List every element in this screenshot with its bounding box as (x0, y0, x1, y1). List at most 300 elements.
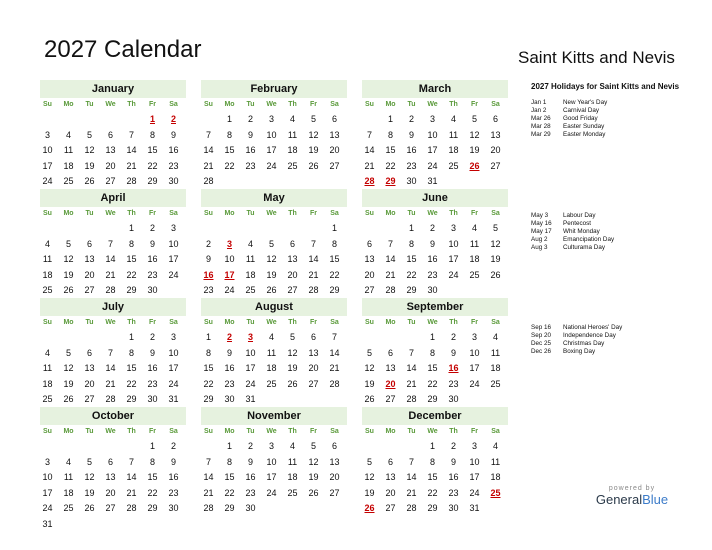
month-august (201, 298, 347, 408)
day-cell: 26 (63, 394, 74, 404)
day-cell: 25 (287, 487, 298, 498)
weekday-label: We (266, 428, 277, 435)
month-april (40, 189, 186, 299)
holiday-date: Dec 25 (531, 340, 551, 347)
day-cell: 25 (63, 503, 74, 513)
day-cell: 25 (266, 378, 277, 389)
day-cell: 10 (42, 145, 53, 155)
holiday-group (531, 324, 706, 356)
holiday-day-cell: 16 (203, 269, 214, 280)
day-cell: 7 (205, 129, 211, 140)
day-cell: 28 (406, 503, 417, 513)
month-days-grid (37, 207, 186, 299)
day-cell: 6 (366, 238, 372, 249)
day-cell: 8 (408, 238, 414, 249)
day-cell: 22 (147, 160, 158, 171)
day-cell: 18 (42, 269, 53, 280)
day-cell: 21 (406, 378, 417, 389)
empty-day-cell (121, 439, 142, 455)
empty-day-cell (79, 112, 100, 128)
holiday-name: Easter Monday (563, 131, 606, 138)
day-cell: 17 (42, 487, 53, 498)
day-cell: 13 (84, 254, 95, 264)
empty-day-cell (37, 221, 58, 237)
day-cell: 26 (266, 285, 277, 295)
weekday-label: Tu (85, 319, 94, 326)
day-cell: 10 (224, 254, 235, 264)
day-cell: 4 (65, 129, 71, 140)
day-cell: 10 (469, 347, 480, 358)
day-cell: 7 (331, 332, 337, 342)
day-cell: 7 (107, 238, 113, 249)
day-cell: 27 (84, 285, 95, 295)
day-cell: 2 (170, 441, 176, 451)
day-cell: 8 (149, 129, 155, 140)
day-cell: 28 (203, 503, 214, 513)
empty-day-cell (37, 112, 58, 128)
empty-day-cell (79, 221, 100, 237)
weekday-label: Su (204, 428, 213, 435)
holiday-name: National Heroes' Day (563, 324, 623, 331)
day-cell: 23 (448, 487, 459, 498)
day-cell: 26 (63, 285, 74, 295)
day-cell: 20 (385, 487, 396, 498)
day-cell: 14 (364, 145, 375, 155)
weekday-label: Mo (224, 210, 235, 217)
day-cell: 4 (44, 347, 50, 358)
day-cell: 9 (170, 456, 176, 467)
day-cell: 11 (287, 456, 298, 467)
day-cell: 20 (329, 145, 340, 155)
day-cell: 19 (308, 145, 319, 155)
weekday-label: Fr (310, 428, 317, 435)
day-cell: 11 (63, 145, 74, 155)
day-cell: 5 (366, 347, 372, 358)
holiday-day-cell: 26 (469, 160, 480, 171)
day-cell: 3 (429, 114, 435, 124)
day-cell: 24 (448, 269, 459, 280)
day-cell: 14 (105, 254, 116, 264)
weekday-label: We (266, 319, 277, 326)
empty-day-cell (100, 439, 121, 455)
day-cell: 12 (63, 363, 74, 373)
day-cell: 6 (387, 456, 393, 467)
day-cell: 30 (147, 394, 158, 404)
day-cell: 4 (65, 456, 71, 467)
day-cell: 7 (366, 129, 372, 140)
day-cell: 26 (84, 176, 95, 186)
weekday-label: Mo (385, 101, 396, 108)
day-cell: 18 (490, 472, 501, 482)
weekday-label: Tu (246, 428, 255, 435)
day-cell: 7 (128, 129, 134, 140)
weekday-label: Tu (85, 428, 94, 435)
day-cell: 17 (469, 363, 480, 373)
day-cell: 17 (427, 145, 438, 155)
brand-logo (587, 485, 677, 507)
holiday-day-cell: 2 (226, 332, 232, 342)
day-cell: 19 (63, 378, 74, 389)
month-days-grid (37, 316, 186, 408)
brand-name (587, 492, 677, 507)
holiday-date: Aug 3 (531, 244, 548, 251)
day-cell: 27 (105, 503, 116, 513)
day-cell: 6 (107, 129, 113, 140)
day-cell: 10 (469, 456, 480, 467)
day-cell: 9 (149, 347, 155, 358)
day-cell: 27 (84, 394, 95, 404)
day-cell: 18 (287, 472, 298, 482)
empty-day-cell (79, 439, 100, 455)
day-cell: 16 (245, 145, 256, 155)
day-cell: 5 (471, 114, 477, 124)
month-december (362, 407, 508, 517)
holiday-item (531, 99, 706, 107)
day-cell: 28 (105, 285, 116, 295)
holiday-name: Whit Monday (563, 228, 600, 235)
day-cell: 9 (247, 129, 253, 140)
month-days-grid (198, 98, 347, 190)
day-cell: 30 (245, 503, 256, 513)
day-cell: 20 (364, 269, 375, 280)
empty-day-cell (359, 112, 380, 128)
day-cell: 28 (203, 176, 214, 186)
holiday-item (531, 107, 706, 115)
day-cell: 22 (224, 487, 235, 498)
day-cell: 8 (149, 456, 155, 467)
weekday-label: Tu (407, 428, 416, 435)
day-cell: 22 (224, 160, 235, 171)
day-cell: 22 (126, 269, 137, 280)
day-cell: 31 (469, 503, 480, 513)
day-cell: 13 (364, 254, 375, 264)
weekday-label: Su (365, 428, 374, 435)
day-cell: 4 (471, 223, 477, 233)
weekday-label: We (427, 101, 438, 108)
day-cell: 16 (245, 472, 256, 482)
day-cell: 31 (168, 394, 179, 404)
weekday-label: Tu (407, 210, 416, 217)
month-days-grid (37, 425, 186, 532)
day-cell: 21 (329, 363, 340, 373)
day-cell: 21 (203, 160, 214, 171)
day-cell: 3 (268, 441, 274, 451)
day-cell: 10 (448, 238, 459, 249)
day-cell: 29 (147, 503, 158, 513)
holiday-date: Jan 1 (531, 99, 547, 106)
day-cell: 14 (126, 145, 137, 155)
holiday-day-cell: 3 (226, 238, 232, 249)
day-cell: 8 (226, 129, 232, 140)
empty-day-cell (121, 112, 142, 128)
weekday-label: Tu (246, 319, 255, 326)
month-november (201, 407, 347, 517)
day-cell: 26 (364, 394, 375, 404)
day-cell: 17 (42, 160, 53, 171)
holiday-name: Culturama Day (563, 244, 605, 251)
weekday-label: Su (365, 101, 374, 108)
day-cell: 12 (266, 254, 277, 264)
day-cell: 25 (287, 160, 298, 171)
day-cell: 28 (308, 285, 319, 295)
day-cell: 19 (84, 160, 95, 171)
day-cell: 31 (427, 176, 438, 186)
day-cell: 12 (308, 129, 319, 140)
day-cell: 10 (266, 129, 277, 140)
day-cell: 4 (289, 441, 295, 451)
day-cell: 25 (245, 285, 256, 295)
day-cell: 3 (471, 441, 477, 451)
day-cell: 28 (105, 394, 116, 404)
day-cell: 21 (406, 487, 417, 498)
holiday-day-cell: 16 (448, 363, 459, 373)
weekday-label: Th (127, 428, 136, 435)
day-cell: 28 (126, 503, 137, 513)
day-cell: 17 (245, 363, 256, 373)
day-cell: 9 (429, 238, 435, 249)
weekday-label: Fr (471, 101, 478, 108)
day-cell: 8 (387, 129, 393, 140)
day-cell: 7 (128, 456, 134, 467)
empty-day-cell (261, 221, 282, 237)
holiday-date: Mar 28 (531, 123, 551, 130)
holiday-day-cell: 29 (385, 176, 396, 186)
day-cell: 5 (268, 238, 274, 249)
day-cell: 19 (84, 487, 95, 498)
weekday-label: Mo (63, 210, 74, 217)
day-cell: 29 (329, 285, 340, 295)
day-cell: 8 (205, 347, 211, 358)
weekday-label: Su (365, 319, 374, 326)
day-cell: 31 (245, 394, 256, 404)
day-cell: 19 (287, 363, 298, 373)
month-header: July (40, 298, 186, 316)
day-cell: 22 (203, 378, 214, 389)
holiday-date: May 17 (531, 228, 552, 235)
day-cell: 13 (385, 472, 396, 482)
holiday-name: Easter Sunday (563, 123, 605, 130)
month-header: February (201, 80, 347, 98)
day-cell: 9 (450, 347, 456, 358)
day-cell: 13 (308, 347, 319, 358)
day-cell: 26 (84, 503, 95, 513)
day-cell: 29 (224, 503, 235, 513)
day-cell: 22 (126, 378, 137, 389)
empty-day-cell (198, 439, 219, 455)
day-cell: 19 (266, 269, 277, 280)
day-cell: 19 (63, 269, 74, 280)
day-cell: 18 (448, 145, 459, 155)
day-cell: 15 (385, 145, 396, 155)
day-cell: 1 (128, 223, 134, 233)
day-cell: 12 (63, 254, 74, 264)
day-cell: 4 (247, 238, 253, 249)
holiday-group (531, 99, 706, 139)
day-cell: 24 (266, 487, 277, 498)
day-cell: 17 (168, 254, 179, 264)
day-cell: 26 (490, 269, 501, 280)
day-cell: 20 (105, 160, 116, 171)
day-cell: 5 (310, 441, 316, 451)
day-cell: 9 (247, 456, 253, 467)
day-cell: 14 (203, 472, 214, 482)
day-cell: 10 (168, 347, 179, 358)
weekday-label: Su (365, 210, 374, 217)
holiday-date: May 3 (531, 212, 549, 219)
day-cell: 9 (205, 254, 211, 264)
empty-day-cell (58, 112, 79, 128)
weekday-label: We (105, 101, 116, 108)
day-cell: 10 (266, 456, 277, 467)
weekday-label: Th (449, 210, 458, 217)
day-cell: 13 (329, 129, 340, 140)
weekday-label: We (266, 210, 277, 217)
day-cell: 15 (427, 363, 438, 373)
weekday-label: Fr (471, 428, 478, 435)
month-header: August (201, 298, 347, 316)
day-cell: 23 (245, 160, 256, 171)
weekday-label: We (105, 428, 116, 435)
day-cell: 16 (448, 472, 459, 482)
weekday-label: Mo (385, 319, 396, 326)
day-cell: 18 (287, 145, 298, 155)
holiday-item (531, 228, 706, 236)
country-name: Saint Kitts and Nevis (518, 48, 675, 67)
holidays-title: 2027 Holidays for Saint Kitts and Nevis (531, 82, 680, 91)
day-cell: 6 (86, 238, 92, 249)
weekday-label: Su (204, 101, 213, 108)
day-cell: 13 (329, 456, 340, 467)
day-cell: 24 (469, 378, 480, 389)
month-days-grid (198, 316, 347, 408)
day-cell: 6 (331, 114, 337, 124)
month-header: September (362, 298, 508, 316)
weekday-label: Sa (330, 101, 339, 108)
holiday-date: Mar 29 (531, 131, 551, 138)
day-cell: 4 (492, 332, 498, 342)
day-cell: 14 (203, 145, 214, 155)
day-cell: 27 (105, 176, 116, 186)
day-cell: 14 (308, 254, 319, 264)
day-cell: 29 (427, 503, 438, 513)
day-cell: 15 (126, 254, 137, 264)
day-cell: 30 (168, 176, 179, 186)
empty-day-cell (380, 221, 401, 237)
holiday-day-cell: 26 (364, 503, 375, 513)
day-cell: 27 (308, 378, 319, 389)
holiday-item (531, 220, 706, 228)
weekday-label: We (105, 210, 116, 217)
powered-by-text: powered by (608, 485, 656, 492)
day-cell: 15 (406, 254, 417, 264)
day-cell: 9 (149, 238, 155, 249)
day-cell: 4 (289, 114, 295, 124)
day-cell: 23 (427, 269, 438, 280)
holiday-day-cell: 3 (247, 332, 253, 342)
weekday-label: Su (204, 210, 213, 217)
month-october (40, 407, 186, 532)
day-cell: 30 (168, 503, 179, 513)
day-cell: 16 (147, 363, 158, 373)
day-cell: 7 (387, 238, 393, 249)
holiday-date: Sep 20 (531, 332, 551, 339)
day-cell: 2 (149, 332, 155, 342)
page-title: 2027 Calendar (44, 36, 202, 63)
day-cell: 26 (308, 160, 319, 171)
holiday-date: Aug 2 (531, 236, 548, 243)
day-cell: 1 (331, 223, 337, 233)
empty-day-cell (79, 330, 100, 346)
brand-name-part2: Blue (642, 492, 669, 507)
weekday-label: Sa (330, 210, 339, 217)
brand-name-part1: General (595, 492, 643, 507)
day-cell: 4 (268, 332, 274, 342)
day-cell: 1 (128, 332, 134, 342)
day-cell: 22 (427, 378, 438, 389)
weekday-label: Th (127, 210, 136, 217)
day-cell: 21 (105, 378, 116, 389)
day-cell: 7 (310, 238, 316, 249)
weekday-label: Fr (149, 428, 156, 435)
day-cell: 11 (266, 347, 277, 358)
day-cell: 14 (329, 347, 340, 358)
day-cell: 23 (448, 378, 459, 389)
day-cell: 24 (168, 269, 179, 280)
month-february (201, 80, 347, 190)
weekday-label: Fr (310, 319, 317, 326)
day-cell: 25 (42, 285, 53, 295)
day-cell: 2 (408, 114, 414, 124)
holiday-date: Dec 26 (531, 348, 551, 355)
day-cell: 11 (63, 472, 74, 482)
day-cell: 22 (427, 487, 438, 498)
day-cell: 21 (308, 269, 319, 280)
day-cell: 28 (126, 176, 137, 186)
day-cell: 11 (42, 363, 53, 373)
day-cell: 24 (266, 160, 277, 171)
day-cell: 13 (84, 363, 95, 373)
holiday-item (531, 123, 706, 131)
day-cell: 1 (149, 441, 155, 451)
day-cell: 15 (427, 472, 438, 482)
day-cell: 15 (203, 363, 214, 373)
weekday-label: Th (449, 101, 458, 108)
day-cell: 28 (329, 378, 340, 389)
weekday-label: Tu (246, 101, 255, 108)
weekday-label: Mo (385, 428, 396, 435)
day-cell: 17 (266, 145, 277, 155)
day-cell: 19 (364, 378, 375, 389)
weekday-label: Mo (63, 319, 74, 326)
weekday-label: Fr (149, 210, 156, 217)
weekday-label: Tu (246, 210, 255, 217)
weekday-label: Fr (149, 101, 156, 108)
empty-day-cell (401, 439, 422, 455)
day-cell: 1 (429, 441, 435, 451)
month-header: March (362, 80, 508, 98)
day-cell: 20 (105, 487, 116, 498)
day-cell: 27 (490, 160, 501, 171)
weekday-label: Th (288, 428, 297, 435)
holiday-name: Labour Day (563, 212, 596, 219)
day-cell: 23 (168, 160, 179, 171)
day-cell: 27 (385, 503, 396, 513)
day-cell: 13 (385, 363, 396, 373)
day-cell: 12 (84, 145, 95, 155)
holiday-name: Good Friday (563, 115, 598, 122)
day-cell: 28 (385, 285, 396, 295)
weekday-label: We (427, 428, 438, 435)
